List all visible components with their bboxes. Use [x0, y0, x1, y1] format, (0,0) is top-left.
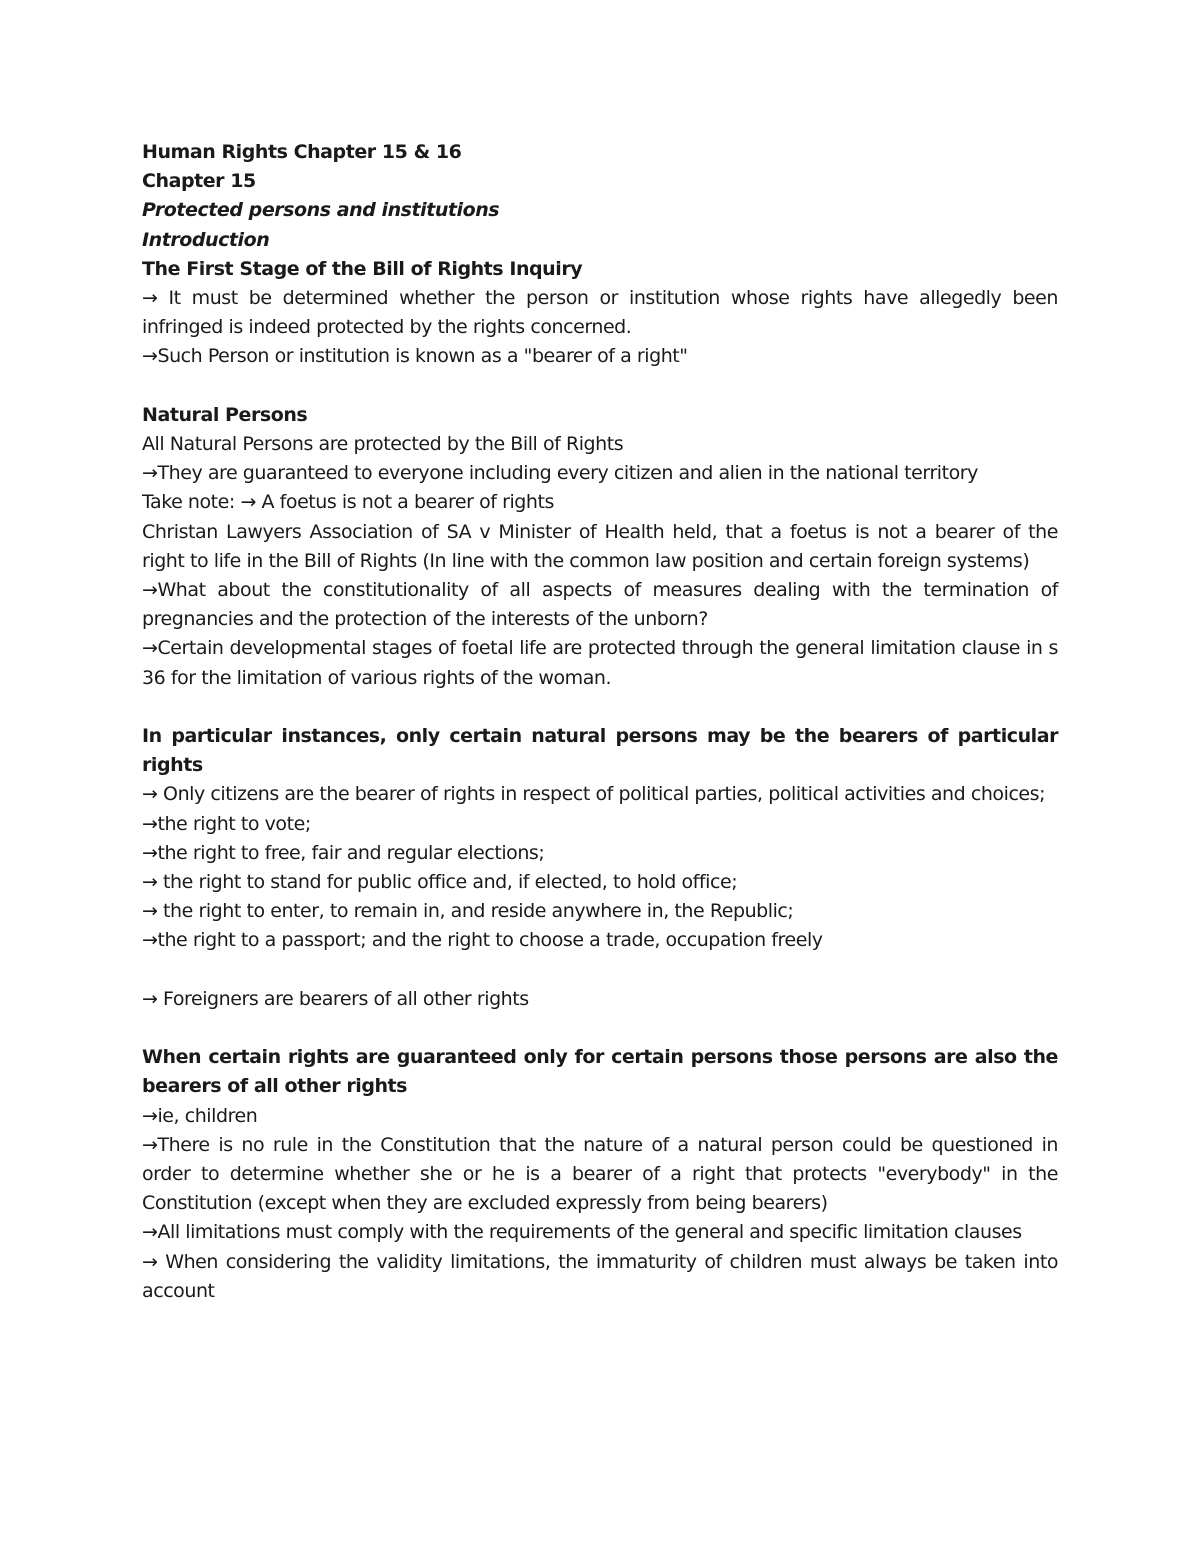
particular-instances-line-4: → the right to stand for public office and, if elected, to hold office;	[142, 871, 738, 894]
spacer	[142, 693, 1058, 722]
chapter-subtitle: Protected persons and institutions	[142, 199, 500, 222]
particular-instances-line-3: →the right to free, fair and regular elections;	[142, 841, 545, 864]
natural-persons-heading: Natural Persons	[142, 403, 308, 426]
certain-rights-paragraph-4: → When considering the validity limitations, the immaturity of children must always be taken into account	[142, 1250, 1058, 1302]
introduction-heading: Introduction	[142, 228, 270, 251]
natural-persons-paragraph-4: Christan Lawyers Association of SA v Minister of Health held, that a foetus is not a bearer of the right to life in the Bill of Rights (In line with the common law position and certain foreign systems)	[142, 520, 1058, 572]
spacer	[142, 1014, 1058, 1043]
first-stage-heading: The First Stage of the Bill of Rights Inquiry	[142, 257, 583, 280]
spacer	[142, 956, 1058, 985]
chapter-heading: Chapter 15	[142, 170, 256, 193]
document-page	[142, 138, 1058, 1306]
intro-paragraph-1: → It must be determined whether the person or institution whose rights have allegedly been infringed is indeed protected by the rights concerned.	[142, 287, 1058, 339]
natural-persons-paragraph-6: →Certain developmental stages of foetal life are protected through the general limitation clause in s 36 for the limitation of various rights of the woman.	[142, 637, 1058, 689]
particular-instances-heading: In particular instances, only certain natural persons may be the bearers of particular rights	[142, 725, 1058, 777]
certain-rights-line-1: →ie, children	[142, 1104, 258, 1127]
natural-persons-line-1: All Natural Persons are protected by the Bill of Rights	[142, 433, 624, 456]
particular-instances-paragraph-1: → Only citizens are the bearer of rights in respect of political parties, political activities and choices;	[142, 783, 1046, 806]
particular-instances-line-7: → Foreigners are bearers of all other rights	[142, 987, 529, 1010]
certain-rights-paragraph-3: →All limitations must comply with the requirements of the general and specific limitation clauses	[142, 1221, 1022, 1244]
natural-persons-line-3: Take note: → A foetus is not a bearer of rights	[142, 491, 554, 514]
natural-persons-paragraph-5: →What about the constitutionality of all aspects of measures dealing with the termination of pregnancies and the protection of the interests of the unborn?	[142, 579, 1058, 631]
certain-rights-heading: When certain rights are guaranteed only for certain persons those persons are also the bearers of all other rights	[142, 1046, 1058, 1098]
document-title: Human Rights Chapter 15 & 16	[142, 141, 462, 163]
particular-instances-line-6: →the right to a passport; and the right to choose a trade, occupation freely	[142, 929, 823, 952]
spacer	[142, 372, 1058, 401]
particular-instances-line-5: → the right to enter, to remain in, and reside anywhere in, the Republic;	[142, 900, 794, 923]
particular-instances-line-2: →the right to vote;	[142, 812, 311, 835]
natural-persons-line-2: →They are guaranteed to everyone including every citizen and alien in the national territory	[142, 462, 978, 485]
certain-rights-paragraph-2: →There is no rule in the Constitution that the nature of a natural person could be questioned in order to determine whether she or he is a bearer of a right that protects "everybody" in the Constitution (except when they are excluded expressly from being bearers)	[142, 1133, 1058, 1215]
intro-paragraph-2: →Such Person or institution is known as a "bearer of a right"	[142, 345, 688, 368]
